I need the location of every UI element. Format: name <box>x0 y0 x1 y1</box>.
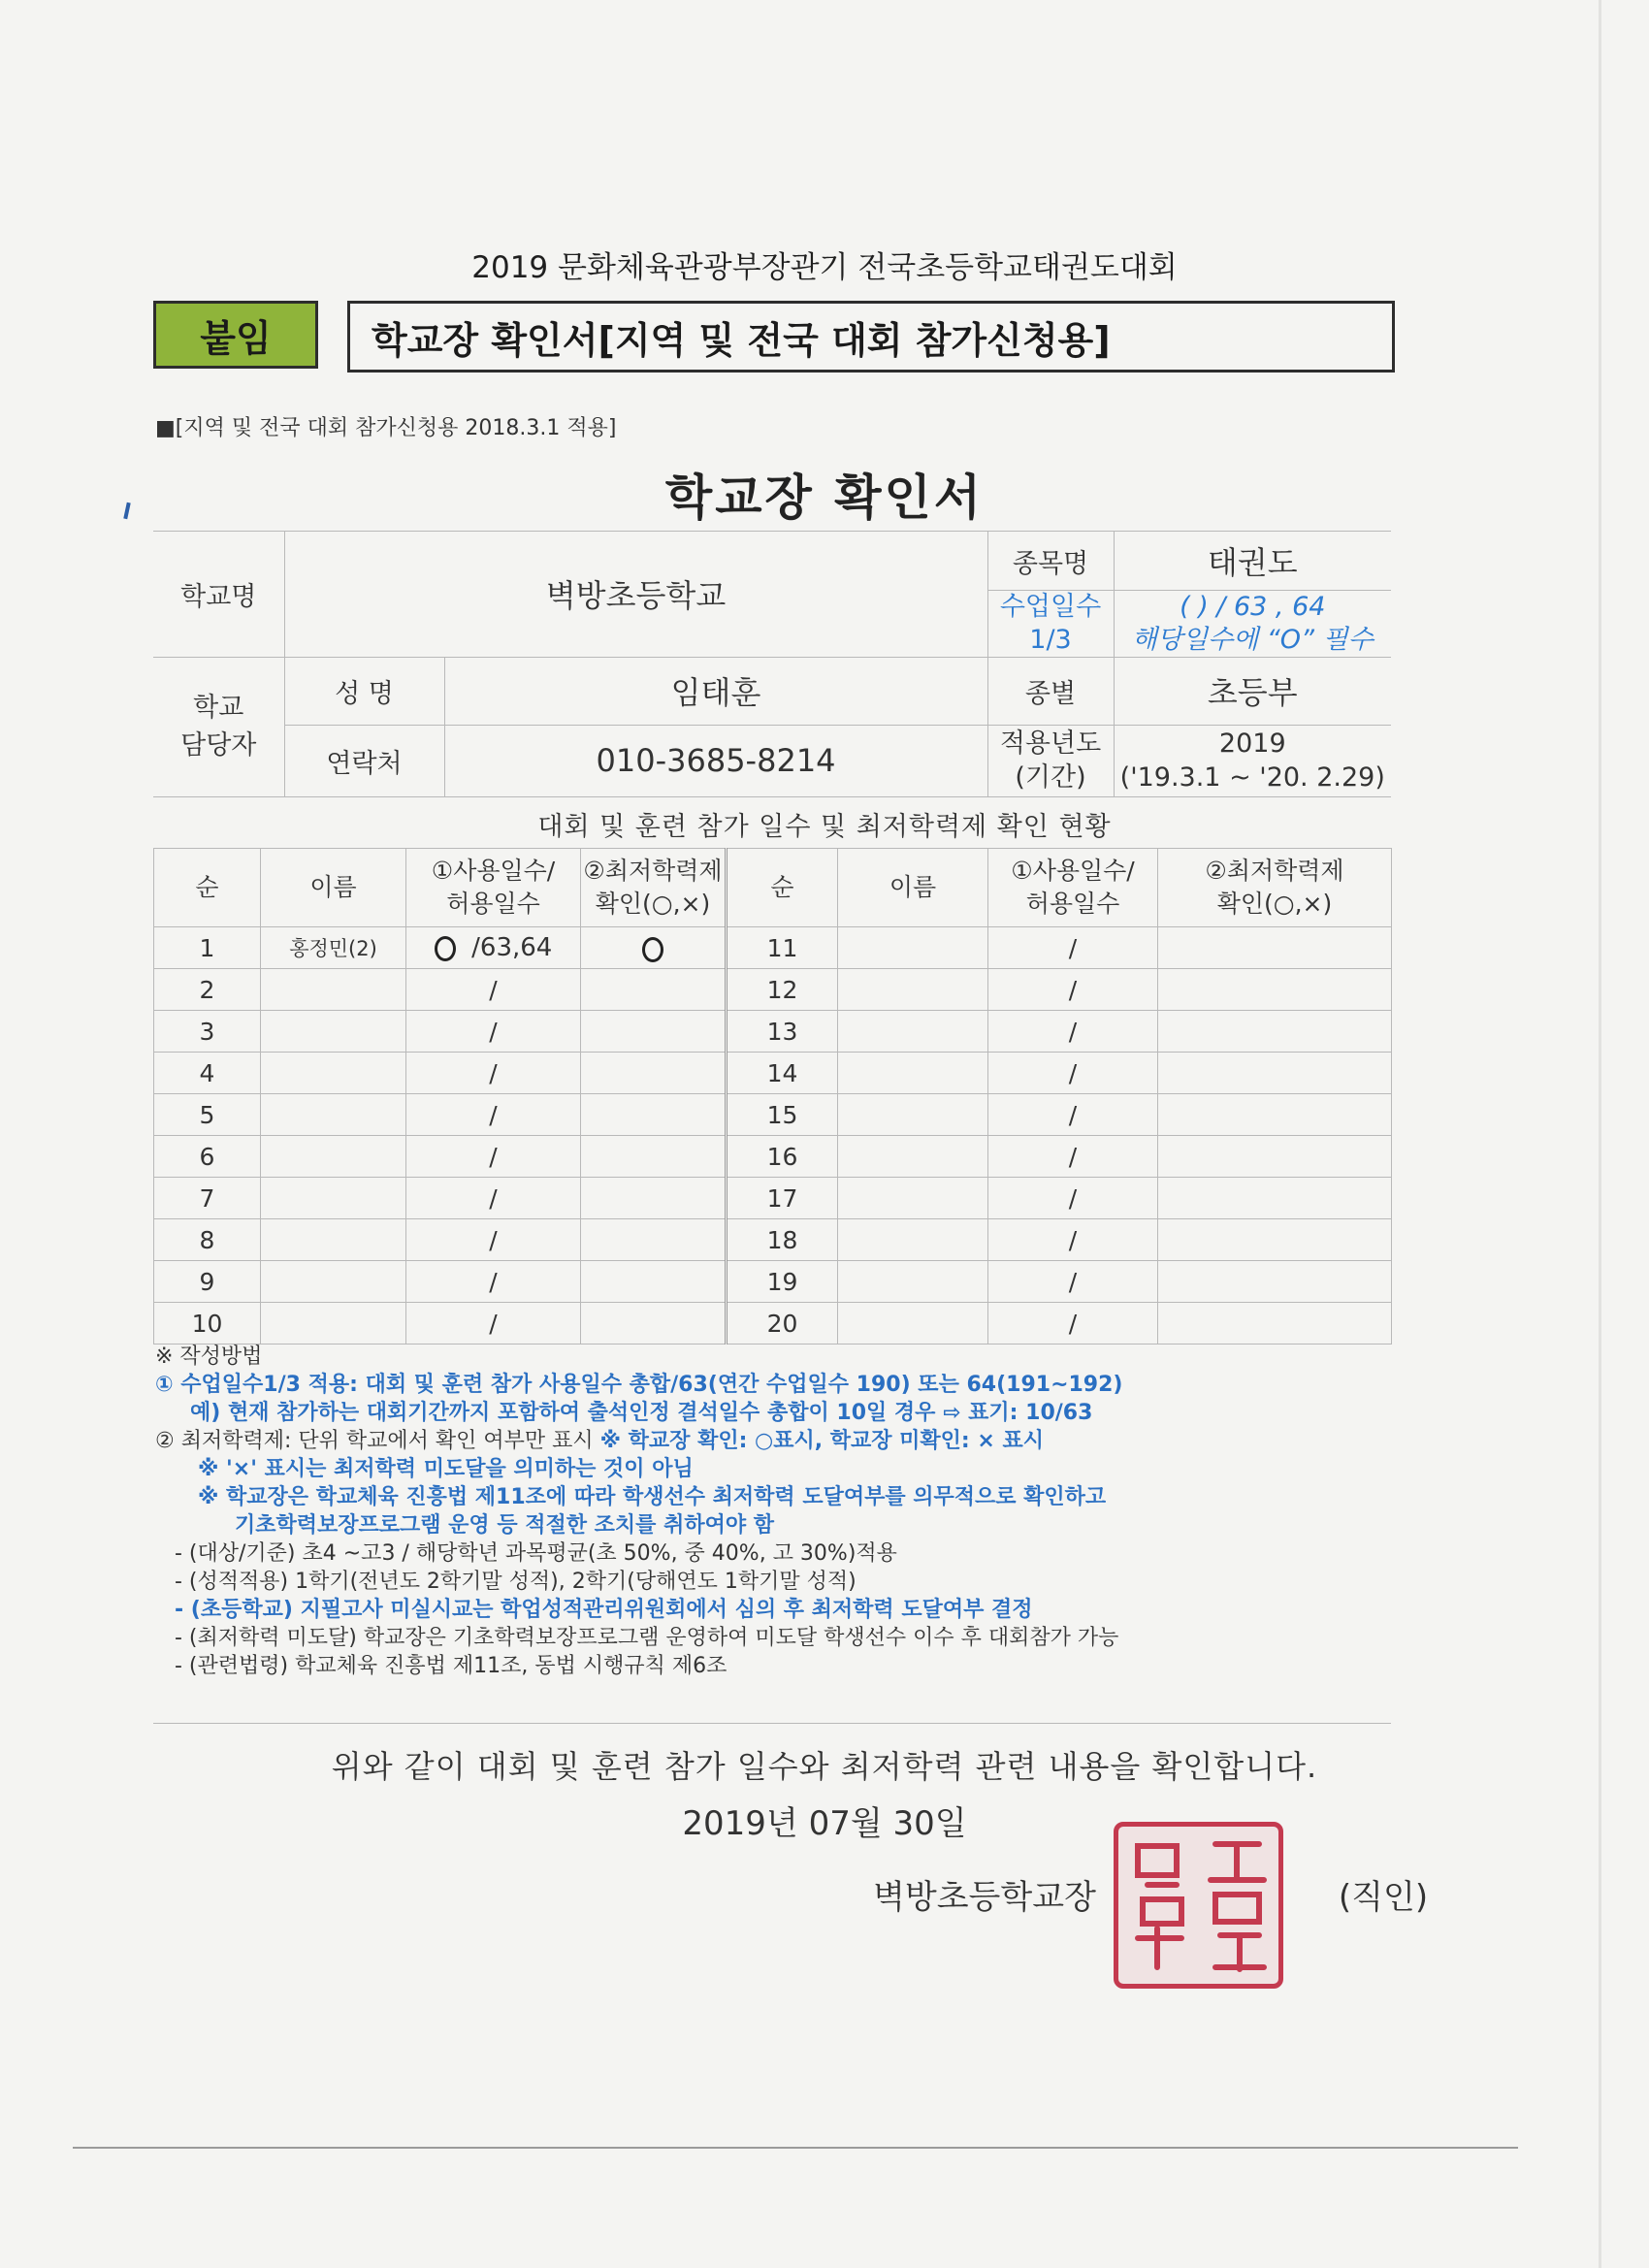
row-no: 17 <box>727 1178 838 1219</box>
contact-value: 010-3685-8214 <box>444 725 987 796</box>
row-no: 2 <box>154 969 261 1011</box>
row-check <box>1158 1136 1392 1178</box>
row-no: 15 <box>727 1094 838 1136</box>
row-check <box>581 1053 727 1094</box>
row-name <box>838 1094 988 1136</box>
row-days: / <box>406 1261 581 1303</box>
contact-label: 연락처 <box>284 725 444 796</box>
days-value: ( ) / 63 , 64 <box>1180 592 1326 622</box>
header-no-right: 순 <box>727 849 838 927</box>
row-days: / <box>406 1178 581 1219</box>
table-row <box>154 927 1392 969</box>
division-label: 종별 <box>987 657 1114 725</box>
table-row <box>154 1011 1392 1053</box>
row-no: 12 <box>727 969 838 1011</box>
row-no: 5 <box>154 1094 261 1136</box>
seal-label: (직인) <box>1338 1878 1429 1917</box>
row-days: / <box>988 1303 1158 1345</box>
row-days: / <box>988 1094 1158 1136</box>
row-check <box>581 1178 727 1219</box>
note-2: ② 최저학력제: 단위 학교에서 확인 여부만 표시 <box>155 1429 600 1453</box>
handwritten-o-mark <box>435 936 456 961</box>
signer <box>873 1870 1428 1918</box>
row-check <box>581 1094 727 1136</box>
row-check <box>1158 1011 1392 1053</box>
confirmation-date: 2019년 07월 30일 <box>682 1804 967 1843</box>
row-name <box>838 1303 988 1345</box>
table-row <box>154 1219 1392 1261</box>
row-no: 11 <box>727 927 838 969</box>
table-row <box>154 1261 1392 1303</box>
row-days: / <box>988 1011 1158 1053</box>
row-no: 1 <box>154 927 261 969</box>
row-name <box>261 1303 406 1345</box>
row-name <box>838 1136 988 1178</box>
row-days: / <box>988 1219 1158 1261</box>
header-name: 이름 <box>261 849 406 927</box>
row-name <box>838 1261 988 1303</box>
sport-value: 태권도 <box>1114 532 1391 591</box>
detail-target: - (대상/기준) 초4 ~고3 / 해당학년 과목평균(초 50%, 중 40%, 고 30%)적용 <box>175 1541 897 1566</box>
row-no: 20 <box>727 1303 838 1345</box>
header-days-1-right: ①사용일수/ <box>1011 857 1135 886</box>
row-name <box>261 1178 406 1219</box>
year-label-2: (기간) <box>1015 762 1086 793</box>
row-days: / <box>988 969 1158 1011</box>
row-check <box>581 1011 727 1053</box>
school-value: 벽방초등학교 <box>284 532 987 658</box>
row-check <box>581 1136 727 1178</box>
confirmation-statement: 위와 같이 대회 및 훈련 참가 일수와 최저학력 관련 내용을 확인합니다. <box>331 1748 1318 1785</box>
row-days: / <box>406 1094 581 1136</box>
status-title: 대회 및 훈련 참가 일수 및 최저학력제 확인 현황 <box>537 812 1112 842</box>
header-check-2: 확인(○,×) <box>595 890 711 918</box>
row-check <box>1158 969 1392 1011</box>
days-fraction: 1/3 <box>1029 624 1072 655</box>
row-name <box>261 1053 406 1094</box>
table-row <box>154 969 1392 1011</box>
year-period: ('19.3.1 ~ '20. 2.29) <box>1119 762 1385 793</box>
row-check <box>581 1303 727 1345</box>
handwritten-o-mark <box>642 937 663 962</box>
row-name <box>261 1011 406 1053</box>
info-table <box>153 531 1391 797</box>
note-1: ① 수업일수1/3 적용: 대회 및 훈련 참가 사용일수 총합/63(연간 수업일수 190) 또는 64(191~192) <box>155 1373 1123 1397</box>
row-days: / <box>406 969 581 1011</box>
row-no: 6 <box>154 1136 261 1178</box>
bottom-rule <box>73 2147 1518 2149</box>
row-check <box>1158 1261 1392 1303</box>
header-days-2: 허용일수 <box>446 890 540 918</box>
days-label: 수업일수 <box>999 592 1102 622</box>
row-no: 19 <box>727 1261 838 1303</box>
table-row <box>154 1094 1392 1136</box>
applied-note: ■[지역 및 전국 대회 참가신청용 2018.3.1 적용] <box>155 416 617 440</box>
division-value: 초등부 <box>1114 657 1391 725</box>
row-days: /63,64 <box>471 933 553 962</box>
header-days-2-right: 허용일수 <box>1025 890 1120 918</box>
row-days: / <box>988 1261 1158 1303</box>
detail-laws: - (관련법령) 학교체육 진흥법 제11조, 동법 시행규칙 제6조 <box>175 1654 728 1678</box>
row-name <box>838 1011 988 1053</box>
table-row <box>154 1053 1392 1094</box>
row-check <box>1158 1219 1392 1261</box>
row-days: / <box>988 1053 1158 1094</box>
attachment-tag: 붙임 <box>153 301 318 369</box>
manager-label-1: 학교 <box>193 692 244 723</box>
row-name <box>261 969 406 1011</box>
row-name <box>261 1094 406 1136</box>
note-3: ※ '×' 표시는 최저학력 미도달을 의미하는 것이 아님 <box>198 1457 694 1481</box>
row-no: 10 <box>154 1303 261 1345</box>
row-name <box>838 969 988 1011</box>
row-check <box>1158 927 1392 969</box>
row-days: / <box>406 1219 581 1261</box>
table-row <box>154 1178 1392 1219</box>
row-name <box>838 1178 988 1219</box>
row-check <box>1158 1178 1392 1219</box>
row-check <box>581 1219 727 1261</box>
row-days: / <box>988 1136 1158 1178</box>
header-days-1: ①사용일수/ <box>431 857 556 886</box>
name-label: 성 명 <box>284 657 444 725</box>
row-days: / <box>406 1053 581 1094</box>
table-row <box>154 1136 1392 1178</box>
event-title: 2019 문화체육관광부장관기 전국초등학교태권도대회 <box>471 250 1178 285</box>
row-no: 9 <box>154 1261 261 1303</box>
detail-below-minimum: - (최저학력 미도달) 학교장은 기초학력보장프로그램 운영하여 미도달 학생선수 이수 후 대회참가 가능 <box>175 1626 1119 1650</box>
writing-instructions <box>155 1343 1436 1680</box>
row-no: 8 <box>154 1219 261 1261</box>
row-no: 13 <box>727 1011 838 1053</box>
row-name <box>838 1053 988 1094</box>
sport-label: 종목명 <box>987 532 1114 591</box>
row-no: 18 <box>727 1219 838 1261</box>
row-name <box>261 1219 406 1261</box>
row-days: / <box>406 1011 581 1053</box>
days-hint: 해당일수에 “O” 필수 <box>1131 624 1374 655</box>
header-name-right: 이름 <box>838 849 988 927</box>
row-no: 3 <box>154 1011 261 1053</box>
header-check-2-right: 확인(○,×) <box>1216 890 1333 918</box>
header-no: 순 <box>154 849 261 927</box>
manager-label-2: 담당자 <box>180 730 257 761</box>
row-check <box>581 969 727 1011</box>
signer-name: 벽방초등학교장 <box>873 1878 1096 1917</box>
roster-header <box>154 849 1392 927</box>
row-no: 14 <box>727 1053 838 1094</box>
row-check <box>1158 1053 1392 1094</box>
row-no: 4 <box>154 1053 261 1094</box>
banner-title: 학교장 확인서[지역 및 전국 대회 참가신청용] <box>347 301 1395 373</box>
header-check-1: ②최저학력제 <box>583 857 723 886</box>
row-days: / <box>988 1178 1158 1219</box>
row-check <box>1158 1094 1392 1136</box>
header-check-1-right: ②최저학력제 <box>1205 857 1344 886</box>
detail-grades: - (성적적용) 1학기(전년도 2학기말 성적), 2학기(당해연도 1학기말 성적) <box>175 1570 857 1594</box>
table-row <box>154 1303 1392 1345</box>
note-1-example: 예) 현재 참가하는 대회기간까지 포함하여 출석인정 결석일수 총합이 10일 경우 ⇨ 표기: 10/63 <box>190 1401 1093 1425</box>
year-value: 2019 <box>1218 728 1286 759</box>
row-days: / <box>988 927 1158 969</box>
row-name <box>261 1136 406 1178</box>
page-edge <box>1599 0 1601 2268</box>
row-name <box>261 1261 406 1303</box>
row-name <box>838 927 988 969</box>
roster-table <box>153 848 1392 1345</box>
school-label: 학교명 <box>153 532 284 658</box>
row-check <box>1158 1303 1392 1345</box>
notes-heading: ※ 작성방법 <box>155 1345 263 1369</box>
name-value: 임태훈 <box>444 657 987 725</box>
year-label-1: 적용년도 <box>999 728 1102 759</box>
row-no: 7 <box>154 1178 261 1219</box>
row-name <box>838 1219 988 1261</box>
detail-elementary: - (초등학교) 지필고사 미실시교는 학업성적관리위원회에서 심의 후 최저학력 도달여부 결정 <box>175 1598 1033 1622</box>
note-4-continued: 기초학력보장프로그램 운영 등 적절한 조치를 취하여야 함 <box>235 1513 775 1538</box>
note-2-highlight: ※ 학교장 확인: ○표시, 학교장 미확인: × 표시 <box>599 1429 1044 1453</box>
row-days: / <box>406 1136 581 1178</box>
note-4: ※ 학교장은 학교체육 진흥법 제11조에 따라 학생선수 최저학력 도달여부를 의무적으로 확인하고 <box>198 1485 1107 1509</box>
document-title: 학교장 확인서 <box>664 470 985 526</box>
row-name: 홍정민(2) <box>261 927 406 969</box>
divider <box>153 1723 1391 1724</box>
row-check <box>581 1261 727 1303</box>
row-no: 16 <box>727 1136 838 1178</box>
row-days: / <box>406 1303 581 1345</box>
